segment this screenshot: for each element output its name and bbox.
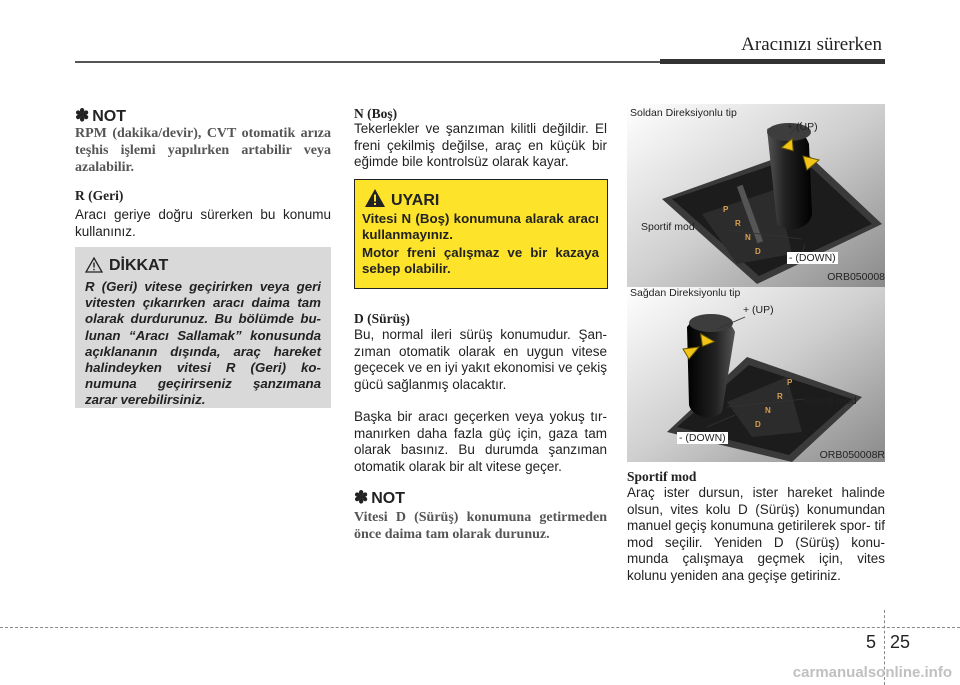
r-gear-text: Aracı geriye doğru sürerken bu konumu kullanınız. bbox=[75, 207, 331, 239]
label-up: + (UP) bbox=[743, 304, 774, 316]
gate-letter-d: D bbox=[755, 247, 761, 256]
d-gear-title: D (Sürüş) bbox=[354, 311, 410, 326]
note-heading-2 bbox=[354, 488, 405, 508]
figure-caption-lhd: Soldan Direksiyonlu tip bbox=[630, 107, 737, 119]
footer-rule bbox=[0, 627, 960, 628]
warning-box bbox=[354, 179, 608, 289]
figure-left-hand-drive bbox=[627, 104, 885, 287]
gate-letter-r: R bbox=[777, 392, 783, 401]
label-up: + (UP) bbox=[787, 121, 818, 133]
rpm-note-text: RPM (dakika/devir), CVT otomatik arıza teşhis işlemi yapılırken artabilir veya azalabilir. bbox=[75, 126, 331, 175]
shift-lever-illustration-lhd bbox=[627, 104, 885, 287]
warning-text-2: Motor freni çalışmaz ve bir kazaya sebep olabilir. bbox=[362, 245, 599, 276]
caution-title: DİKKAT bbox=[109, 257, 169, 274]
caution-triangle-icon bbox=[85, 257, 103, 273]
d-gear-text-1: Bu, normal ileri sürüş konumudur. Şan- zıman otomatik olarak en uygun vitese geçecek ve en iyi yakıt ekonomisi ve çekiş gücü sağlanmış olacaktır. bbox=[354, 327, 607, 392]
note-star-icon: ✽ bbox=[354, 488, 369, 507]
gate-letter-r: R bbox=[735, 219, 741, 228]
caution-box bbox=[75, 247, 331, 408]
label-sport-mode: Sportif mod bbox=[641, 221, 695, 233]
figure-code-lhd: ORB050008 bbox=[827, 271, 885, 283]
note-star-icon: ✽ bbox=[75, 106, 90, 125]
figure-caption-rhd: Sağdan Direksiyonlu tip bbox=[630, 287, 741, 299]
d-gear-text-2: Başka bir aracı geçerken veya yokuş tır- manırken daha fazla güç için, gaza tam olarak basınız. Bu durumda şanzıman otomatik olarak bir alt vitese geçer. bbox=[354, 409, 607, 474]
note-heading-label: NOT bbox=[371, 490, 406, 507]
label-sport-mode: Sportif mod bbox=[803, 395, 857, 407]
note-heading-label: NOT bbox=[92, 108, 127, 125]
warning-title: UYARI bbox=[391, 192, 440, 209]
sport-mode-title: Sportif mod bbox=[627, 469, 697, 484]
page-number: 25 bbox=[890, 632, 911, 652]
figure-right-hand-drive bbox=[627, 287, 885, 462]
header-rule-accent bbox=[660, 59, 885, 64]
page-header-title: Aracınızı sürerken bbox=[741, 34, 882, 55]
gate-letter-n: N bbox=[745, 233, 751, 242]
warning-text-1: Vitesi N (Boş) konumuna alarak aracı kullanmayınız. bbox=[362, 211, 599, 242]
warning-triangle-icon bbox=[364, 188, 386, 208]
r-gear-title: R (Geri) bbox=[75, 188, 124, 203]
sport-mode-text: Araç ister dursun, ister hareket halinde olsun, vites kolu D (Sürüş) konumundan manuel geçiş konumuna getirilerek spor- tif mod seçilir. Yeniden D (Sürüş) konu- munda çalışmaya geçmek için, vites kolunu yeniden ana geçişe getiriniz. bbox=[627, 485, 885, 583]
label-down: - (DOWN) bbox=[679, 432, 726, 444]
gate-letter-p: P bbox=[787, 378, 793, 387]
label-down: - (DOWN) bbox=[789, 252, 836, 264]
watermark: carmanualsonline.info bbox=[792, 664, 952, 681]
gate-letter-d: D bbox=[755, 420, 761, 429]
gate-letter-p: P bbox=[723, 205, 729, 214]
n-gear-title: N (Boş) bbox=[354, 106, 398, 121]
d-stop-note-text: Vitesi D (Sürüş) konumuna getirmeden önce daima tam olarak durunuz. bbox=[354, 510, 607, 542]
n-gear-text: Tekerlekler ve şanzıman kilitli değildir. El freni çekilmiş değilse, araç en küçük bir eğimde bile kontrolsüz olarak kayar. bbox=[354, 121, 607, 169]
note-heading bbox=[75, 106, 126, 126]
caution-text: R (Geri) vitese geçirirken veya geri vitesten çıkarırken aracı daima tam olarak durdurunuz. Bu bölümde bu- lunan “Aracı Sallamak” konusunda açıklananın dışında, araç hareket halindeyken vitesi R (Geri) ko- numuna geçirirseniz şanzımana zarar verebilirsiniz. bbox=[85, 279, 321, 408]
gate-letter-n: N bbox=[765, 406, 771, 415]
chapter-number: 5 bbox=[866, 632, 877, 652]
figure-code-rhd: ORB050008R bbox=[819, 449, 885, 461]
